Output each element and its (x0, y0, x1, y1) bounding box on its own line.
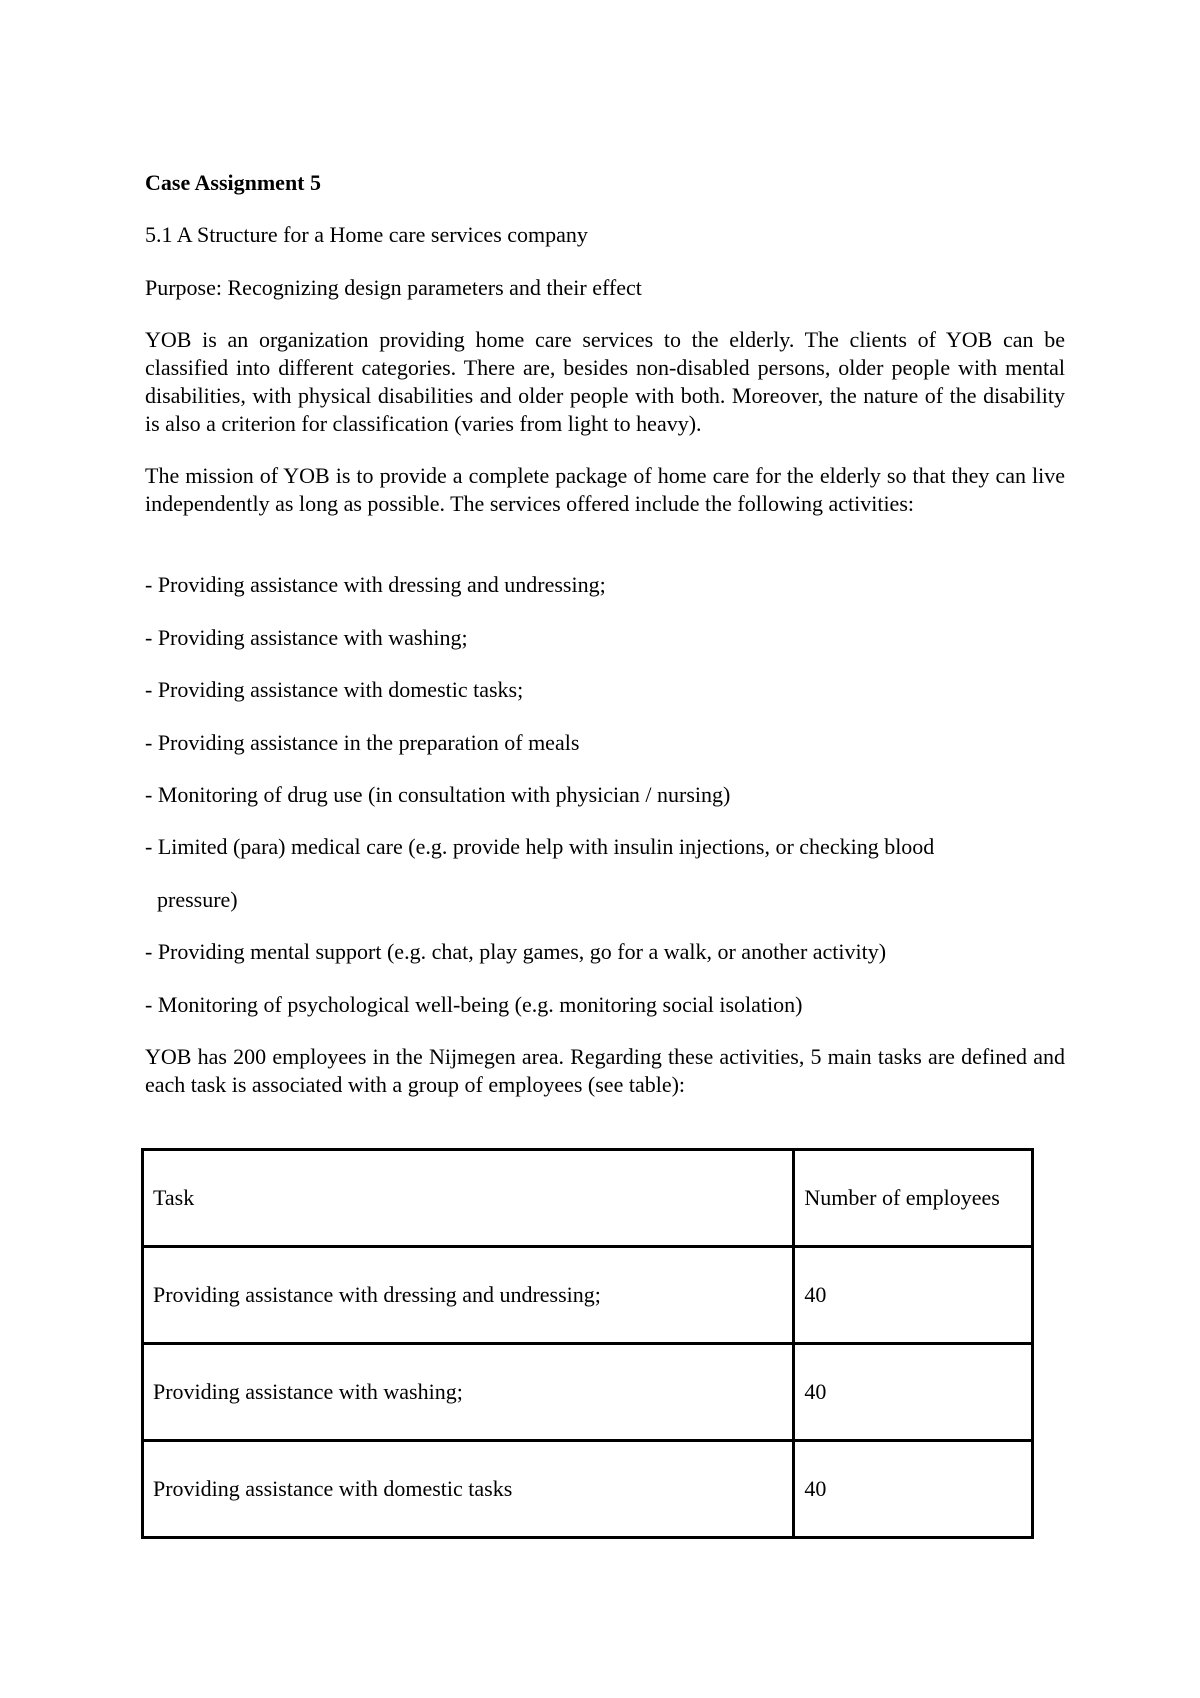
activity-item-continuation: pressure) (157, 887, 238, 912)
table-header-task: Task (143, 1150, 794, 1247)
activity-item: - Limited (para) medical care (e.g. provide help with insulin injections, or checking blood (145, 834, 935, 859)
activity-item: - Monitoring of drug use (in consultation with physician / nursing) (145, 782, 731, 807)
activity-item: - Providing mental support (e.g. chat, play games, go for a walk, or another activity) (145, 939, 887, 964)
table-cell-task: Providing assistance with washing; (143, 1344, 794, 1441)
table-row (143, 1247, 1033, 1344)
table-cell-task: Providing assistance with dressing and undressing; (143, 1247, 794, 1344)
activity-item: - Monitoring of psychological well-being (e.g. monitoring social isolation) (145, 992, 803, 1017)
purpose-line: Purpose: Recognizing design parameters and their effect (145, 275, 642, 300)
task-table (141, 1148, 1034, 1539)
activity-item: - Providing assistance with dressing and undressing; (145, 572, 606, 597)
activity-item: - Providing assistance with washing; (145, 625, 468, 650)
activity-item: - Providing assistance with domestic tasks; (145, 677, 524, 702)
table-row (143, 1441, 1033, 1538)
table-row (143, 1344, 1033, 1441)
activity-item: - Providing assistance in the preparation of meals (145, 730, 580, 755)
paragraph-intro: YOB is an organization providing home care services to the elderly. The clients of YOB can be classified into different categories. There are, besides non-disabled persons, older people with mental disabilities, with physical disabilities and older people with both. Moreover, the nature of the disability is also a criterion for classification (varies from light to heavy). (145, 327, 1065, 436)
paragraph-employees: YOB has 200 employees in the Nijmegen area. Regarding these activities, 5 main tasks are defined and each task is associated with a group of employees (see table): (145, 1044, 1065, 1097)
table-header-row (143, 1150, 1033, 1247)
table-header-employees: Number of employees (794, 1150, 1033, 1247)
table-cell-count: 40 (794, 1247, 1033, 1344)
document-title: Case Assignment 5 (145, 170, 322, 195)
table-cell-task: Providing assistance with domestic tasks (143, 1441, 794, 1538)
table-cell-count: 40 (794, 1344, 1033, 1441)
paragraph-mission: The mission of YOB is to provide a complete package of home care for the elderly so that they can live independently as long as possible. The services offered include the following activities: (145, 463, 1065, 516)
document-subtitle: 5.1 A Structure for a Home care services company (145, 222, 588, 247)
table-cell-count: 40 (794, 1441, 1033, 1538)
